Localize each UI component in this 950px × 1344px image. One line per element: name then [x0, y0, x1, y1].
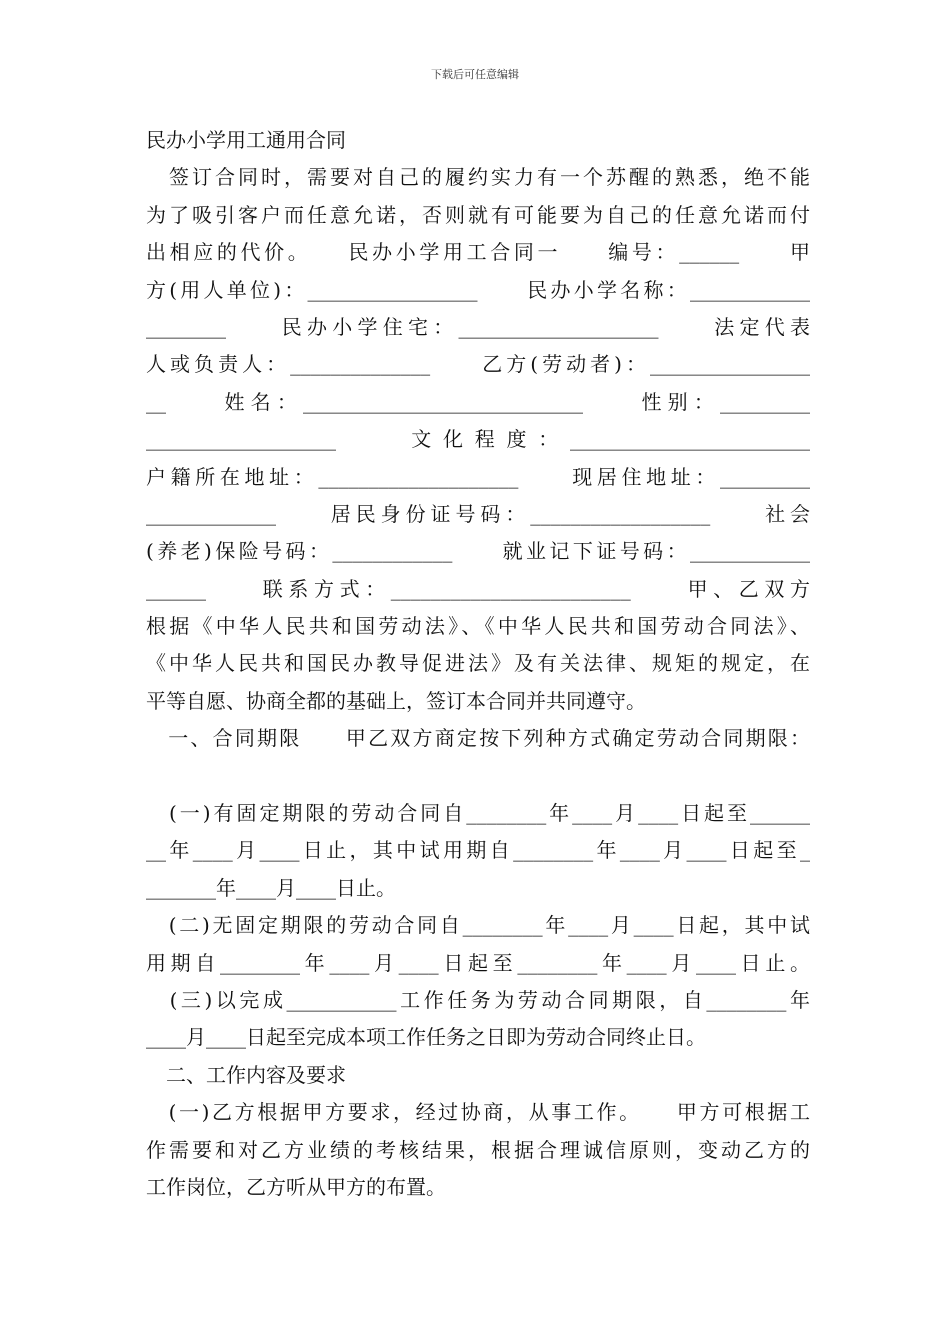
paragraph-line: 签订合同时，需要对自己的履约实力有一个苏醒的熟悉，绝不能 — [146, 165, 810, 190]
document-title: 民办小学用工通用合同 — [146, 128, 346, 152]
paragraph-line: 为了吸引客户而任意允诺，否则就有可能要为自己的任意允诺而付 — [146, 202, 810, 227]
paragraph-line: (一)有固定期限的劳动合同自________年____月____日起至______ — [146, 801, 810, 826]
paragraph-line: 工作岗位，乙方听从甲方的布置。 — [146, 1174, 446, 1199]
page-header-note: 下载后可任意编辑 — [431, 68, 519, 81]
paragraph-line: 人或负责人：______________ 乙方(劳动者)：________________ — [146, 352, 810, 377]
paragraph-line: ______ 联系方式：________________________ 甲、乙双方 — [146, 576, 810, 601]
document-body — [146, 122, 810, 1206]
paragraph-line: ____月____日起至完成本项工作任务之日即为劳动合同终止日。 — [146, 1025, 706, 1050]
paragraph-line: 出相应的代价。 民办小学用工合同一 编号：______ 甲 — [146, 240, 810, 265]
paragraph-line: 作需要和对乙方业绩的考核结果，根据合理诚信原则，变动乙方的 — [146, 1137, 810, 1162]
paragraph-line: 用期自________年____月____日起至________年____月____日止。 — [146, 950, 810, 975]
paragraph-line: (二)无固定期限的劳动合同自________年____月____日起，其中试 — [146, 913, 810, 938]
paragraph-line: 方(用人单位)：_________________ 民办小学名称：____________ — [146, 277, 810, 302]
paragraph-line: _____________ 居民身份证号码：__________________ 社会 — [146, 501, 810, 526]
paragraph-line: _______年____月____日止。 — [146, 875, 396, 900]
paragraph-line: ________ 民办小学住宅：____________________ 法定代表 — [146, 314, 810, 339]
paragraph-line: __ 姓名：____________________________ 性别：_________ — [146, 389, 810, 414]
paragraph-line: (养老)保险号码：____________ 就业记下证号码：____________ — [146, 539, 810, 564]
paragraph-line: __年____月____日止，其中试用期自________年____月____日起至_ — [146, 838, 810, 863]
paragraph-line: 户籍所在地址：____________________ 现居住地址：_________ — [146, 464, 810, 489]
blank-spacer — [146, 758, 810, 795]
section-heading-work: 二、工作内容及要求 — [146, 1062, 346, 1087]
paragraph-line: 根据《中华人民共和国劳动法》、《中华人民共和国劳动合同法》、 — [146, 614, 810, 639]
paragraph-line: (三)以完成___________工作任务为劳动合同期限，自________年 — [146, 987, 810, 1012]
paragraph-line: 平等自愿、协商全都的基础上，签订本合同并共同遵守。 — [146, 688, 646, 713]
section-heading-term: 一、合同期限 甲乙双方商定按下列种方式确定劳动合同期限： — [146, 726, 810, 751]
paragraph-line: 《中华人民共和国民办教导促进法》及有关法律、规矩的规定，在 — [146, 651, 810, 676]
paragraph-line: (一)乙方根据甲方要求，经过协商，从事工作。 甲方可根据工 — [146, 1100, 810, 1125]
paragraph-line: ___________________ 文化程度：________________________ — [146, 427, 810, 452]
